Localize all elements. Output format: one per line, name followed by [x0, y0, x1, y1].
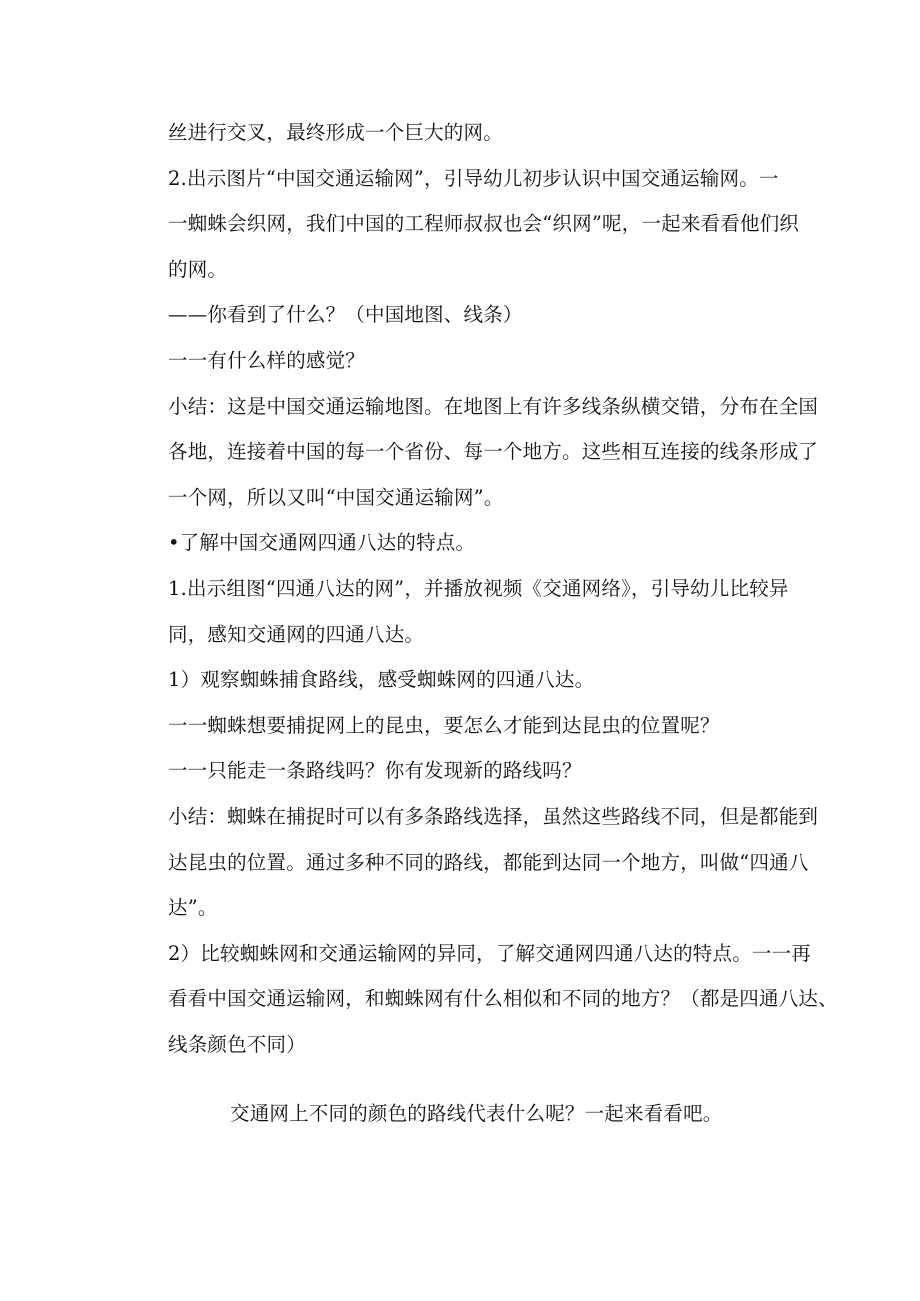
text-line: 小结：蜘蛛在捕捉时可以有多条路线选择，虽然这些路线不同，但是都能到: [168, 804, 819, 828]
text-line: ——你看到了什么？（中国地图、线条）: [168, 303, 523, 327]
text-line: 的网。: [168, 257, 228, 281]
text-line: •了解中国交通网四通八达的特点。: [168, 531, 476, 555]
text-line: 一蜘蛛会织网，我们中国的工程师叔叔也会“织网”呢，一起来看看他们织: [168, 212, 800, 236]
text-line: 一一只能走一条路线吗？你有发现新的路线吗？: [168, 759, 582, 783]
text-line: 一个网，所以又叫“中国交通运输网”。: [168, 485, 504, 509]
closing-line: 交通网上不同的颜色的路线代表什么呢？一起来看看吧。: [230, 1102, 723, 1126]
text-line: 达昆虫的位置。通过多种不同的路线，都能到达同一个地方，叫做“四通八: [168, 850, 809, 874]
text-line: 一一蜘蛛想要捕捉网上的昆虫，要怎么才能到达昆虫的位置呢？: [168, 713, 720, 737]
text-line: 线条颜色不同）: [168, 1032, 306, 1056]
text-line: 达”。: [168, 896, 218, 920]
text-line: 小结：这是中国交通运输地图。在地图上有许多线条纵横交错，分布在全国: [168, 394, 819, 418]
text-line: 2.出示图片“中国交通运输网”，引导幼儿初步认识中国交通运输网。一: [168, 166, 779, 190]
text-line: 1）观察蜘蛛捕食路线，感受蜘蛛网的四通八达。: [168, 668, 595, 692]
text-line: 同，感知交通网的四通八达。: [168, 622, 425, 646]
text-line: 各地，连接着中国的每一个省份、每一个地方。这些相互连接的线条形成了: [168, 440, 819, 464]
text-line: 1.出示组图“四通八达的网”，并播放视频《交通网络》，引导幼儿比较异: [168, 576, 789, 600]
text-line: 丝进行交叉，最终形成一个巨大的网。: [168, 121, 503, 144]
text-line: 一一有什么样的感觉？: [168, 348, 366, 372]
document-body: [168, 110, 838, 1137]
text-line: 看看中国交通运输网，和蜘蛛网有什么相似和不同的地方？（都是四通八达、: [168, 987, 838, 1011]
text-line: 2）比较蜘蛛网和交通运输网的异同，了解交通网四通八达的特点。一一再: [168, 941, 812, 965]
